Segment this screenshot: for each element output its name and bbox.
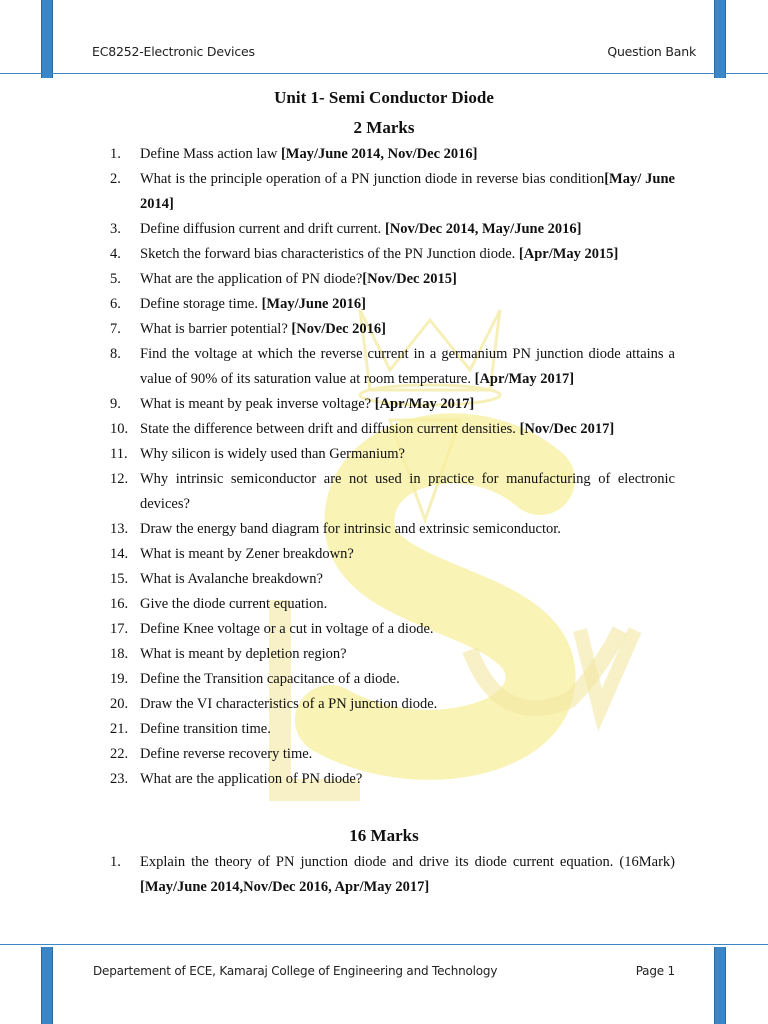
question-text: What are the application of PN diode? — [140, 771, 363, 787]
question-number: 11. — [110, 446, 128, 462]
exam-session-tag: [Nov/Dec 2014, May/June 2016] — [384, 221, 582, 237]
question-text: Define storage time. — [140, 296, 262, 312]
question-text: Define reverse recovery time. — [140, 746, 313, 762]
question-text: State the difference between drift and diffusion current densities. — [140, 421, 520, 437]
question-item — [110, 467, 675, 517]
question-number: 8. — [110, 346, 121, 362]
question-number: 10. — [110, 421, 129, 437]
two-marks-question-list — [110, 142, 675, 792]
question-text: Why intrinsic semiconductor are not used in practice for manufacturing of electronic devices? — [140, 471, 675, 512]
question-item — [110, 317, 675, 342]
question-number: 5. — [110, 271, 121, 287]
question-text: Define Knee voltage or a cut in voltage of a diode. — [140, 621, 434, 637]
question-item — [110, 542, 675, 567]
question-number: 3. — [110, 221, 121, 237]
question-text: Define Mass action law — [140, 146, 281, 162]
header-doc-type: Question Bank — [607, 44, 696, 59]
question-item — [110, 742, 675, 767]
question-number: 7. — [110, 321, 121, 337]
footer-page-number: Page 1 — [635, 964, 675, 978]
question-text: Why silicon is widely used than Germanium? — [140, 446, 405, 462]
question-text: Define transition time. — [140, 721, 271, 737]
question-number: 20. — [110, 696, 129, 712]
exam-session-tag: [Apr/May 2017] — [474, 371, 575, 387]
question-item — [110, 767, 675, 792]
question-text: What is meant by peak inverse voltage? — [140, 396, 375, 412]
question-number: 4. — [110, 246, 121, 262]
header-course-code: EC8252-Electronic Devices — [92, 44, 255, 59]
question-number: 23. — [110, 771, 129, 787]
sixteen-marks-question-list — [110, 850, 675, 900]
exam-session-tag: [May/June 2016] — [261, 296, 366, 312]
question-item — [110, 342, 675, 392]
frame-bar-left-top — [41, 0, 53, 78]
question-item — [110, 142, 675, 167]
question-number: 6. — [110, 296, 121, 312]
question-item — [110, 850, 675, 900]
question-item — [110, 217, 675, 242]
question-number: 19. — [110, 671, 129, 687]
question-item — [110, 517, 675, 542]
question-text: Define the Transition capacitance of a diode. — [140, 671, 400, 687]
two-marks-heading: 2 Marks — [353, 118, 415, 137]
exam-session-tag: [May/June 2014, Nov/Dec 2016] — [280, 146, 478, 162]
question-item — [110, 567, 675, 592]
question-item — [110, 642, 675, 667]
question-number: 9. — [110, 396, 121, 412]
question-item — [110, 592, 675, 617]
question-number: 18. — [110, 646, 129, 662]
question-number: 21. — [110, 721, 129, 737]
exam-session-tag: [Nov/Dec 2017] — [519, 421, 615, 437]
question-number: 12. — [110, 471, 129, 487]
footer-rule — [0, 944, 768, 945]
question-text: What is meant by depletion region? — [140, 646, 347, 662]
exam-session-tag: [Nov/Dec 2015] — [362, 271, 457, 287]
question-text: What is barrier potential? — [140, 321, 292, 337]
question-number: 17. — [110, 621, 129, 637]
question-text: What is meant by Zener breakdown? — [140, 546, 354, 562]
frame-bar-right-bottom — [714, 947, 726, 1024]
question-text: Define diffusion current and drift current. — [140, 221, 385, 237]
question-item — [110, 692, 675, 717]
question-item — [110, 392, 675, 417]
question-item — [110, 242, 675, 267]
question-number: 1. — [110, 854, 121, 870]
sixteen-marks-heading: 16 Marks — [349, 826, 419, 845]
question-text: What are the application of PN diode? — [140, 271, 363, 287]
header-rule — [0, 73, 768, 74]
question-item — [110, 442, 675, 467]
question-text: Draw the VI characteristics of a PN junction diode. — [140, 696, 438, 712]
question-item — [110, 617, 675, 642]
footer-department: Departement of ECE, Kamaraj College of Engineering and Technology — [93, 964, 498, 978]
unit-title: Unit 1- Semi Conductor Diode — [274, 88, 494, 107]
question-number: 14. — [110, 546, 129, 562]
exam-session-tag: [Nov/Dec 2016] — [291, 321, 387, 337]
question-number: 22. — [110, 746, 129, 762]
question-number: 13. — [110, 521, 129, 537]
exam-session-tag: [May/June 2014,Nov/Dec 2016, Apr/May 2017] — [140, 879, 430, 895]
question-text: Explain the theory of PN junction diode and drive its diode current equation. (16Mark) — [140, 854, 675, 870]
question-text: What is Avalanche breakdown? — [140, 571, 323, 587]
question-number: 15. — [110, 571, 129, 587]
frame-bar-left-bottom — [41, 947, 53, 1024]
question-text: Sketch the forward bias characteristics of the PN Junction diode. — [140, 246, 519, 262]
exam-session-tag: [May/ June 2014] — [140, 171, 675, 212]
question-text: Find the voltage at which the reverse current in a germanium PN junction diode attains a value of 90% of its saturation value at room temperature. — [140, 346, 675, 387]
question-number: 2. — [110, 171, 121, 187]
question-item — [110, 417, 675, 442]
question-text: Give the diode current equation. — [140, 596, 328, 612]
question-item — [110, 167, 675, 217]
question-text: What is the principle operation of a PN junction diode in reverse bias condition — [140, 171, 605, 187]
question-item — [110, 267, 675, 292]
question-text: Draw the energy band diagram for intrinsic and extrinsic semiconductor. — [140, 521, 561, 537]
exam-session-tag: [Apr/May 2015] — [518, 246, 619, 262]
question-item — [110, 717, 675, 742]
question-number: 1. — [110, 146, 121, 162]
question-item — [110, 667, 675, 692]
question-number: 16. — [110, 596, 129, 612]
exam-session-tag: [Apr/May 2017] — [374, 396, 475, 412]
question-item — [110, 292, 675, 317]
frame-bar-right-top — [714, 0, 726, 78]
